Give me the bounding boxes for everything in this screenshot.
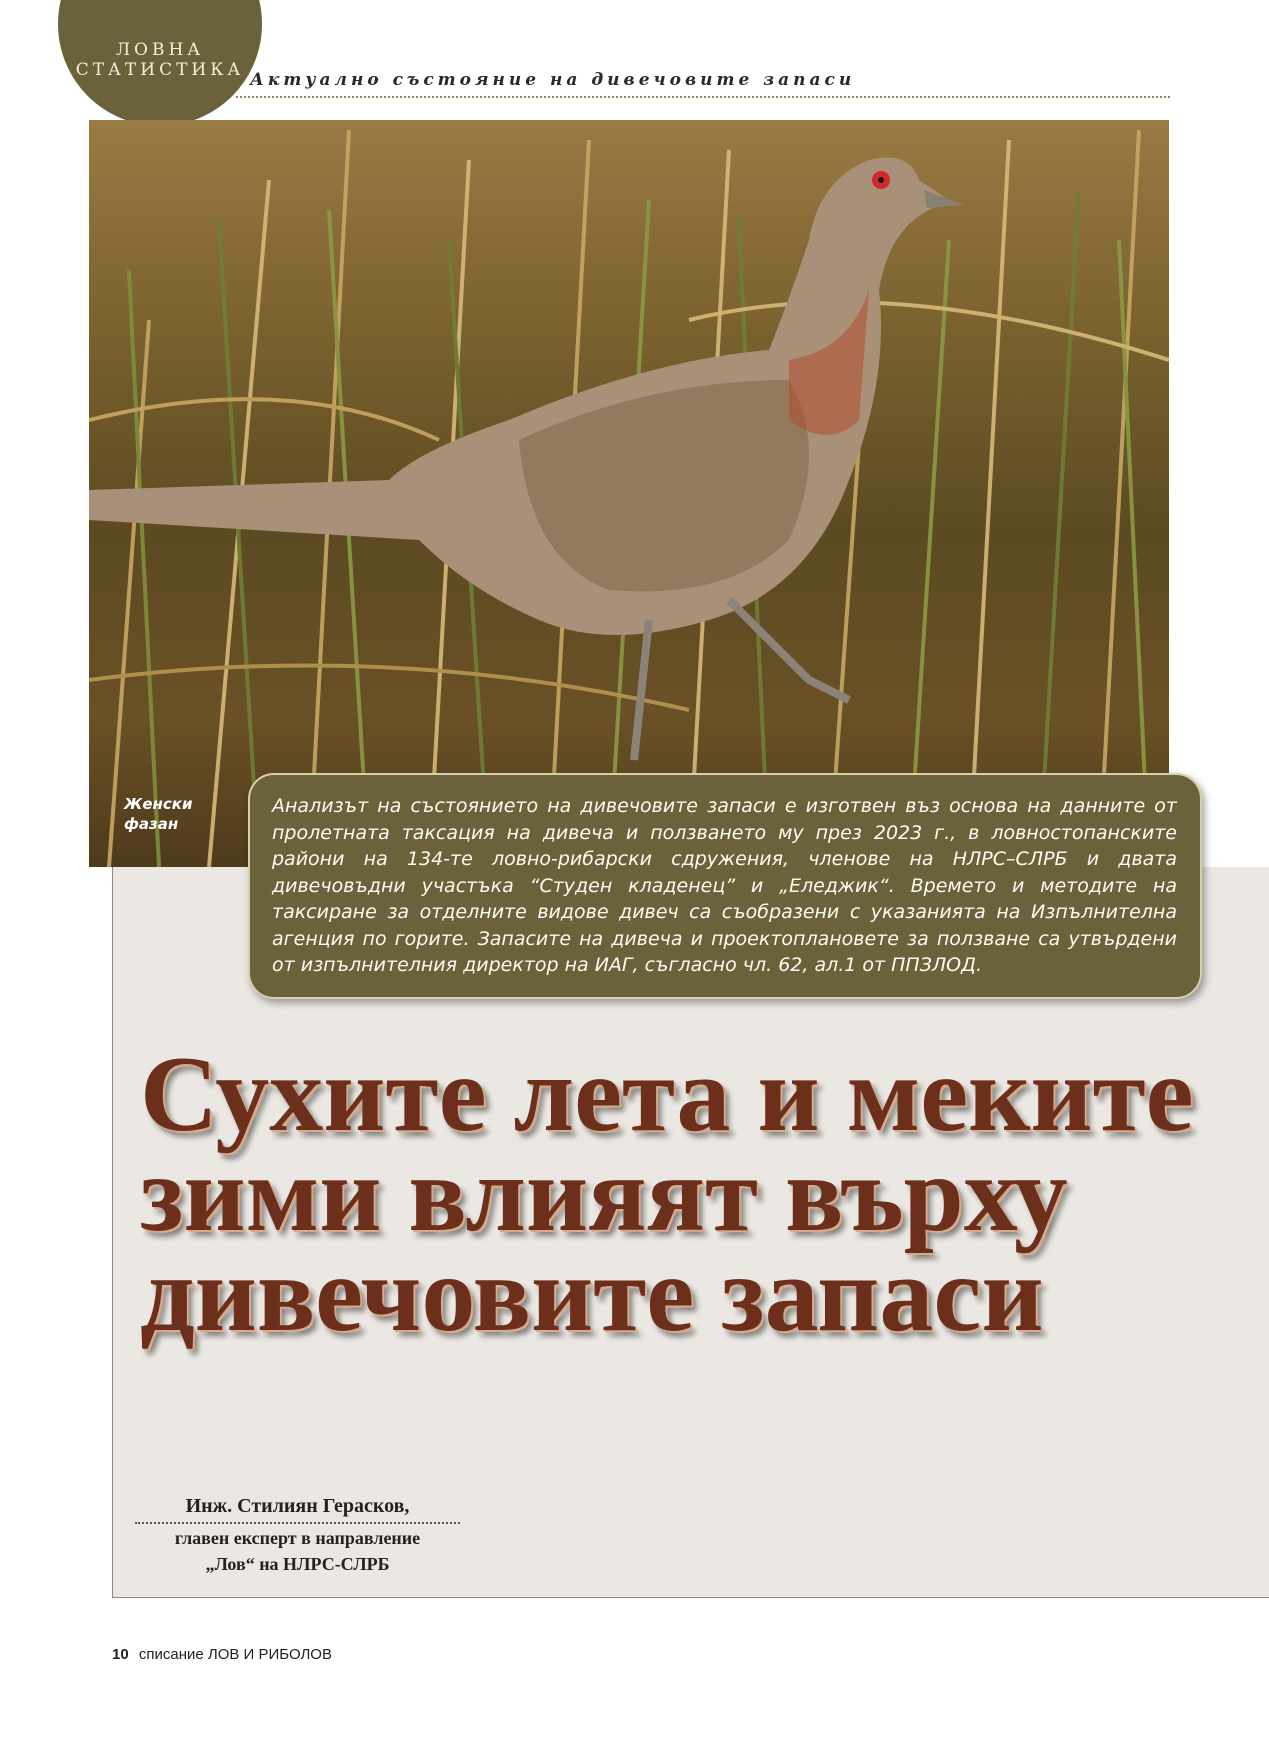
pheasant-photo [89,120,1169,867]
headline-line3: дивечовите запаси [140,1235,1044,1354]
headline-line2: зими влияят върху [140,1135,1068,1254]
publication-name: списание ЛОВ И РИБОЛОВ [138,1646,332,1663]
section-subtitle: Актуално състояние на дивечовите запаси [250,70,856,90]
pheasant-illustration [89,120,1169,867]
section-badge-line2: СТАТИСТИКА [75,60,245,80]
author-role-line2: „Лов“ на НЛРС-СЛРБ [205,1554,390,1574]
article-headline [140,1035,1240,1354]
photo-caption-line2: фазан [124,815,179,833]
headline-line1: Сухите лета и меките [140,1035,1194,1154]
author-name: Инж. Стилиян Герасков, [135,1495,460,1524]
page-footer [112,1646,332,1663]
intro-text: Анализът на състоянието на дивечовите запаси е изготвен въз основа на данните от пролетната таксация на дивеча и ползването му през 2023 г., в ловностопанските райони на 134-те ловно-рибарски сдружения, членове на НЛРС–СЛРБ и двата дивечовъдни участъка “Студен кладенец” и „Еледжик“. Времето и методите на таксиране за отделните видове дивеч са съобразени с указанията на Изпълнителна агенция по горите. Запасите на дивеча и проектоплановете за ползване са утвърдени от изпълнителния директор на ИАГ, съгласно чл. 62, ал.1 от ППЗЛОД. [272,795,1177,976]
author-byline [135,1495,460,1576]
photo-caption [124,794,192,834]
photo-caption-line1: Женски [124,795,193,813]
page-number: 10 [112,1646,129,1663]
section-badge-label [58,40,262,80]
section-badge-line1: ЛОВНА [115,40,205,60]
dotted-divider [236,96,1170,98]
author-role-line1: главен експерт в направление [174,1528,421,1548]
